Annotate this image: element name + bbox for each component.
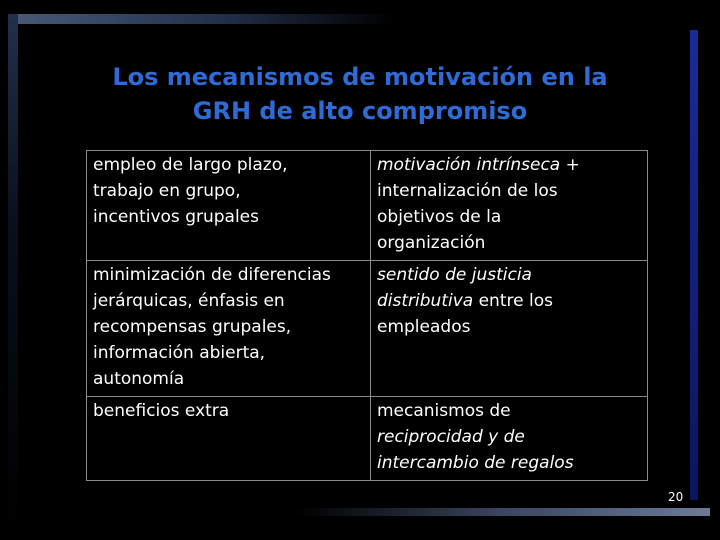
table-row (87, 261, 648, 397)
slide-title (40, 60, 680, 128)
cell-line: trabajo en grupo, (93, 181, 241, 201)
cell-line: jerárquicas, énfasis en (93, 291, 285, 311)
cell-text: entre los (473, 291, 553, 311)
frame-right-bar (690, 30, 698, 500)
frame-left-bar (8, 14, 18, 534)
slide-title-line2: GRH de alto compromiso (192, 97, 528, 125)
cell-line: empleo de largo plazo, (93, 155, 288, 175)
table-cell-mechanism (371, 261, 648, 397)
cell-line: minimización de diferencias (93, 265, 331, 285)
mechanisms-table (86, 150, 648, 481)
table-cell-mechanism (371, 151, 648, 261)
cell-line: empleados (377, 317, 471, 337)
cell-line: incentivos grupales (93, 207, 259, 227)
table-row (87, 151, 648, 261)
cell-line: recompensas grupales, (93, 317, 292, 337)
table-cell-practice (87, 261, 371, 397)
cell-line: objetivos de la (377, 207, 502, 227)
cell-italic-text: motivación intrínseca (377, 155, 561, 175)
cell-italic-text: distributiva (377, 291, 474, 311)
cell-line: autonomía (93, 369, 185, 389)
cell-line: organización (377, 233, 486, 253)
cell-italic-text: intercambio de regalos (377, 453, 574, 473)
cell-italic-text: reciprocidad y de (377, 427, 525, 447)
slide-title-line1: Los mecanismos de motivación en la (112, 63, 608, 91)
page-number: 20 (668, 490, 684, 504)
table-cell-mechanism (371, 397, 648, 481)
frame-bottom-bar (20, 508, 710, 516)
table-row (87, 397, 648, 481)
table-cell-practice (87, 151, 371, 261)
cell-text: mecanismos de (377, 401, 511, 421)
frame-top-bar (8, 14, 712, 24)
table-cell-practice (87, 397, 371, 481)
cell-line: internalización de los (377, 181, 558, 201)
cell-line: beneficios extra (93, 401, 230, 421)
cell-line: información abierta, (93, 343, 266, 363)
cell-text: + (560, 155, 580, 175)
cell-italic-text: sentido de justicia (377, 265, 532, 285)
